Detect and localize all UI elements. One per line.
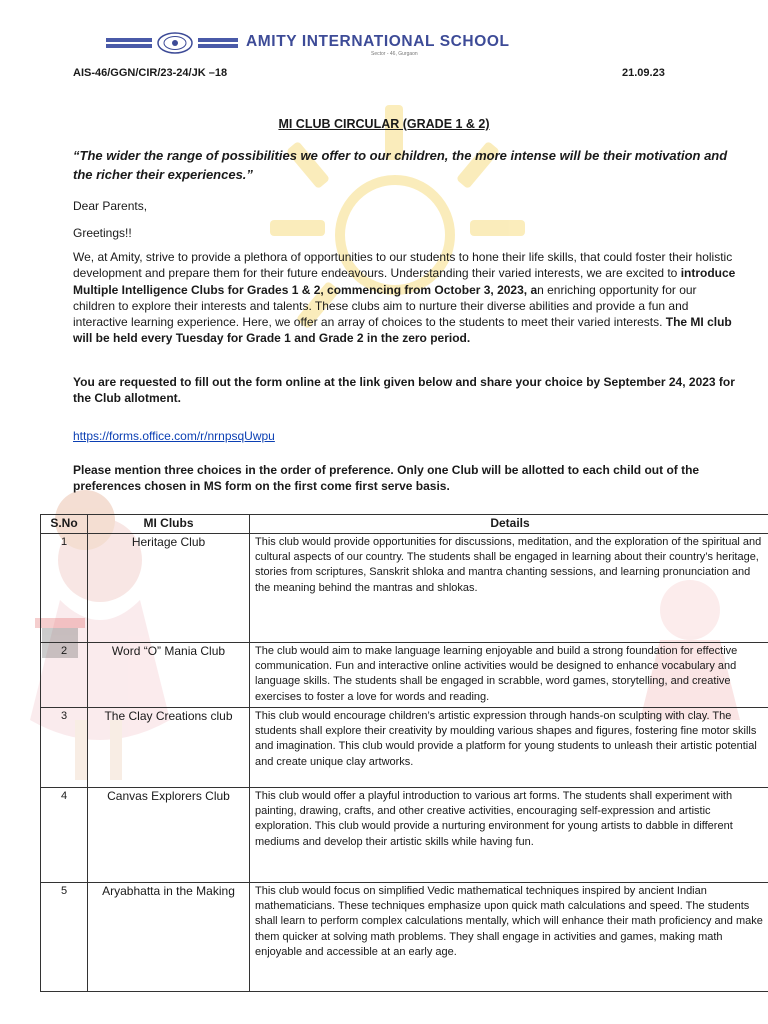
row-details: The club would aim to make language learning enjoyable and build a strong foundation for effective communication. Fun and interactive online activities would be designed to enhance vocabulary and language skills. The students shall be engaged in scrabble, word games, storytelling, and creative exercises to foster a love for words and reading. — [250, 643, 768, 708]
mi-clubs-table — [40, 514, 768, 992]
school-address: Sector - 46, Gurgaon — [371, 51, 418, 57]
row-sno: 5 — [41, 883, 88, 992]
row-club-name: Word “O” Mania Club — [88, 643, 250, 708]
header-sno: S.No — [41, 515, 88, 534]
row-details: This club would focus on simplified Vedic mathematical techniques inspired by ancient Indian mathematicians. These techniques emphasize upon quick math calculations and speed. The students shall learn to perform complex calculations mentally, which will enhance their math proficiency and make them quicker at solving math problems. They shall engage in activities and games, making math enjoyable and accessible at an early age. — [250, 883, 768, 992]
preference-instructions: Please mention three choices in the order of preference. Only one Club will be allotted to each child out of the preferences chosen in MS form on the first come first serve basis. — [73, 463, 700, 494]
opening-quote: “The wider the range of possibilities we offer to our children, the more intense will be their motivation and the richer their experiences.” — [73, 148, 728, 182]
table-row — [41, 788, 768, 883]
salutation: Dear Parents, — [73, 199, 148, 213]
table-row — [41, 708, 768, 788]
school-seal-icon — [156, 32, 194, 54]
greetings: Greetings!! — [73, 226, 132, 240]
row-details: This club would encourage children’s artistic expression through hands-on sculpting with clay. The students shall explore their creativity by moulding various shapes and figures, fostering fine motor skills and imagination. This club would provide a platform for young students to unleash their artistic potential and create unique clay artworks. — [250, 708, 768, 788]
letterhead-rule — [198, 38, 238, 42]
row-sno: 2 — [41, 643, 88, 708]
row-sno: 3 — [41, 708, 88, 788]
row-details: This club would offer a playful introduction to various art forms. The students shall experiment with painting, drawing, crafts, and other creative activities, encouraging self-expression and artistic exploration. This club would provide a nurturing environment for young artists to dabble in different mediums and develop their artistic skills while having fun. — [250, 788, 768, 883]
schedule-highlight: The MI club will be held every Tuesday for Grade 1 and Grade 2 in the zero period. — [73, 315, 732, 346]
intro-text-continued: n enriching opportunity for our children to explore their interests and talents. These clubs aim to nurture their diverse abilities and provide a fun and interactive learning experience. Here, we offer an array of choices to the students to meet their varied interests. — [73, 282, 697, 330]
row-sno: 4 — [41, 788, 88, 883]
intro-paragraph — [73, 249, 741, 347]
school-letterhead — [106, 32, 586, 56]
row-sno: 1 — [41, 534, 88, 643]
letterhead-rule — [106, 38, 152, 42]
form-link[interactable]: https://forms.office.com/r/nrnpsqUwpu — [73, 429, 275, 443]
school-name: AMITY INTERNATIONAL SCHOOL — [246, 33, 510, 50]
table-row — [41, 534, 768, 643]
row-club-name: Aryabhatta in the Making — [88, 883, 250, 992]
intro-highlight: introduce Multiple Intelligence Clubs for Grades 1 & 2, commencing from October 3, 2023, a — [73, 266, 736, 297]
form-request-paragraph: You are requested to fill out the form online at the link given below and share your choice by September 24, 2023 for the Club allotment. — [73, 375, 735, 406]
row-club-name: Canvas Explorers Club — [88, 788, 250, 883]
circular-date: 21.09.23 — [622, 67, 665, 79]
letterhead-rule — [106, 44, 152, 48]
row-club-name: The Clay Creations club — [88, 708, 250, 788]
row-details: This club would provide opportunities for discussions, meditation, and the exploration of the spiritual and cultural aspects of our country. The students shall be engaged in learning about their country’s heritage, stories from scriptures, Sanskrit shloka and mantra chanting sessions, and learning pronunciation and the meaning behind the mantras and shlokas. — [250, 534, 768, 643]
table-header-row — [41, 515, 768, 534]
letterhead-rule — [198, 44, 238, 48]
circular-title: MI CLUB CIRCULAR (GRADE 1 & 2) — [278, 117, 490, 131]
header-details: Details — [250, 515, 768, 534]
table-row — [41, 883, 768, 992]
table-row — [41, 643, 768, 708]
intro-text: We, at Amity, strive to provide a plethora of opportunities to our students to hone their life skills, that could foster their holistic development and prepare them for their future endeavours. Understanding their varied interests, we are excited to — [73, 250, 733, 281]
circular-reference: AIS-46/GGN/CIR/23-24/JK –18 — [73, 67, 228, 79]
header-mi-clubs: MI Clubs — [88, 515, 250, 534]
row-club-name: Heritage Club — [88, 534, 250, 643]
